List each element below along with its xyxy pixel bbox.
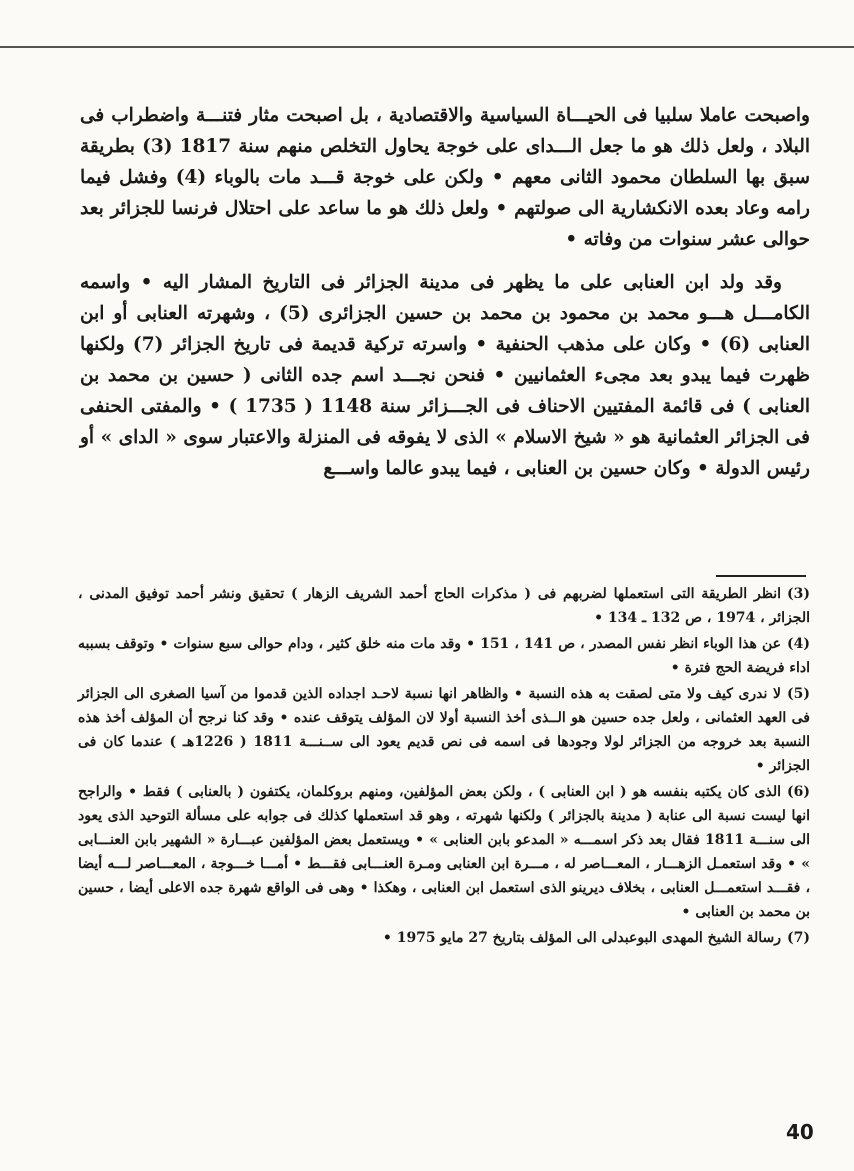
- footnote-number: (4): [787, 636, 810, 652]
- page-number: 40: [786, 1120, 814, 1144]
- footnote-text: رسالة الشيخ المهدى البوعبدلى الى المؤلف بتاريخ 27 مايو 1975 •: [382, 930, 781, 946]
- footnote-7: [78, 926, 810, 950]
- footnote-separator: [716, 575, 806, 577]
- main-body-text: [80, 100, 810, 496]
- header-rule: [0, 46, 854, 48]
- footnote-number: (3): [787, 586, 810, 602]
- footnote-text: لا ندرى كيف ولا متى لصقت به هذه النسبة • والظاهر انها نسبة لاحـد اجداده الذين قدموا من آسيا الصغرى الى الجزائر فى العهد العثمانى ، ولعل جده حسين هو الــذى أخذ النسبة أولا لان المؤلف يتوقف عنده • وقد كنا نرجح أن المؤلف أخذ هذه النسبة بعد خروجه من الجزائر لولا وجودها فى اسمه فى نص قديم يعود الى ســنـــة 1811 ( 1226هـ ) عندما كان فى الجزائر •: [78, 686, 811, 774]
- paragraph-1: واصبحت عاملا سلبيا فى الحيـــاة السياسية والاقتصادية ، بل اصبحت مثار فتنـــة واضطراب فى البلاد ، ولعل ذلك هو ما جعل الـــداى على خوجة يحاول التخلص منهم سنة 1817 (3) بطريقة سبق بها السلطان محمود الثانى معهم • ولكن على خوجة قـــد مات بالوباء (4) وفشل فيما رامه وعاد بعده الانكشارية الى صولتهم • ولعل ذلك هو ما ساعد على احتلال فرنسا للجزائر بعد حوالى عشر سنوات من وفاته •: [80, 105, 811, 250]
- footnote-text: عن هذا الوباء انظر نفس المصدر ، ص 141 ، 151 • وقد مات منه خلق كثير ، ودام حوالى سبع سنوات • وتوقف بسببه اداء فريضة الحج فترة •: [78, 636, 810, 676]
- footnote-number: (7): [787, 930, 810, 946]
- footnote-text: انظر الطريقة التى استعملها لضربهم فى ( مذكرات الحاج أحمد الشريف الزهار ) تحقيق ونشر أحمد توفيق المدنى ، الجزائر ، 1974 ، ص 132 ـ 134 •: [78, 586, 810, 626]
- footnote-text: الذى كان يكتبه بنفسه هو ( ابن العنابى ) ، ولكن بعض المؤلفين، ومنهم بروكلمان، يكتفون ( بالعنابى ) فقط • والراجح انها ليست نسبة الى عنابة ( مدينة بالجزائر ) ولكنها شهرته ، وهو قد استعملها كذلك فى جوابه على مسألة التوحيد الذى يعود الى سنـــة 1811 فقال بعد ذكر اسمـــه « المدعو بابن العنابى » • ويستعمل بعض المؤلفين عبـــارة « الشهير بابن العنـــابى » • وقد استعمـل الزهـــار ، المعـــاصر له ، مـــرة ابن العنابى ومـرة العنـــابى فقـــط • أمـــا خـــوجة ، المعـــاصر لـــه أيضا ، فقـــد استعمـــل العنابى ، بخلاف ديرينو الذى استعمل ابن العنابى ، وهكذا • وهى فى الواقع شهرة جده الاعلى أيضا ، حسين بن محمد بن العنابى •: [78, 784, 810, 920]
- footnote-6: [78, 780, 810, 924]
- footnote-4: [78, 632, 810, 680]
- footnote-5: [78, 682, 810, 778]
- footnotes-section: [78, 582, 810, 952]
- paragraph-2: وقد ولد ابن العنابى على ما يظهر فى مدينة الجزائر فى التاريخ المشار اليه • واسمه الكامـــل هـــو محمد بن محمود بن محمد بن حسين الجزائرى (5) ، وشهرته العنابى أو ابن العنابى (6) • وكان على مذهب الحنفية • واسرته تركية قديمة فى تاريخ الجزائر (7) ولكنها ظهرت فيما يبدو بعد مجىء العثمانيين • فنحن نجـــد اسم جده الثانى ( حسين بن محمد بن العنابى ) فى قائمة المفتيين الاحناف فى الجـــزائر سنة 1148 ( 1735 ) • والمفتى الحنفى فى الجزائر العثمانية هو « شيخ الاسلام » الذى لا يفوقه فى المنزلة والاعتبار سوى « الداى » أو رئيس الدولة • وكان حسين بن العنابى ، فيما يبدو عالما واســـع: [80, 272, 810, 479]
- footnote-number: (6): [787, 784, 810, 800]
- footnote-3: [78, 582, 810, 630]
- footnote-number: (5): [787, 686, 810, 702]
